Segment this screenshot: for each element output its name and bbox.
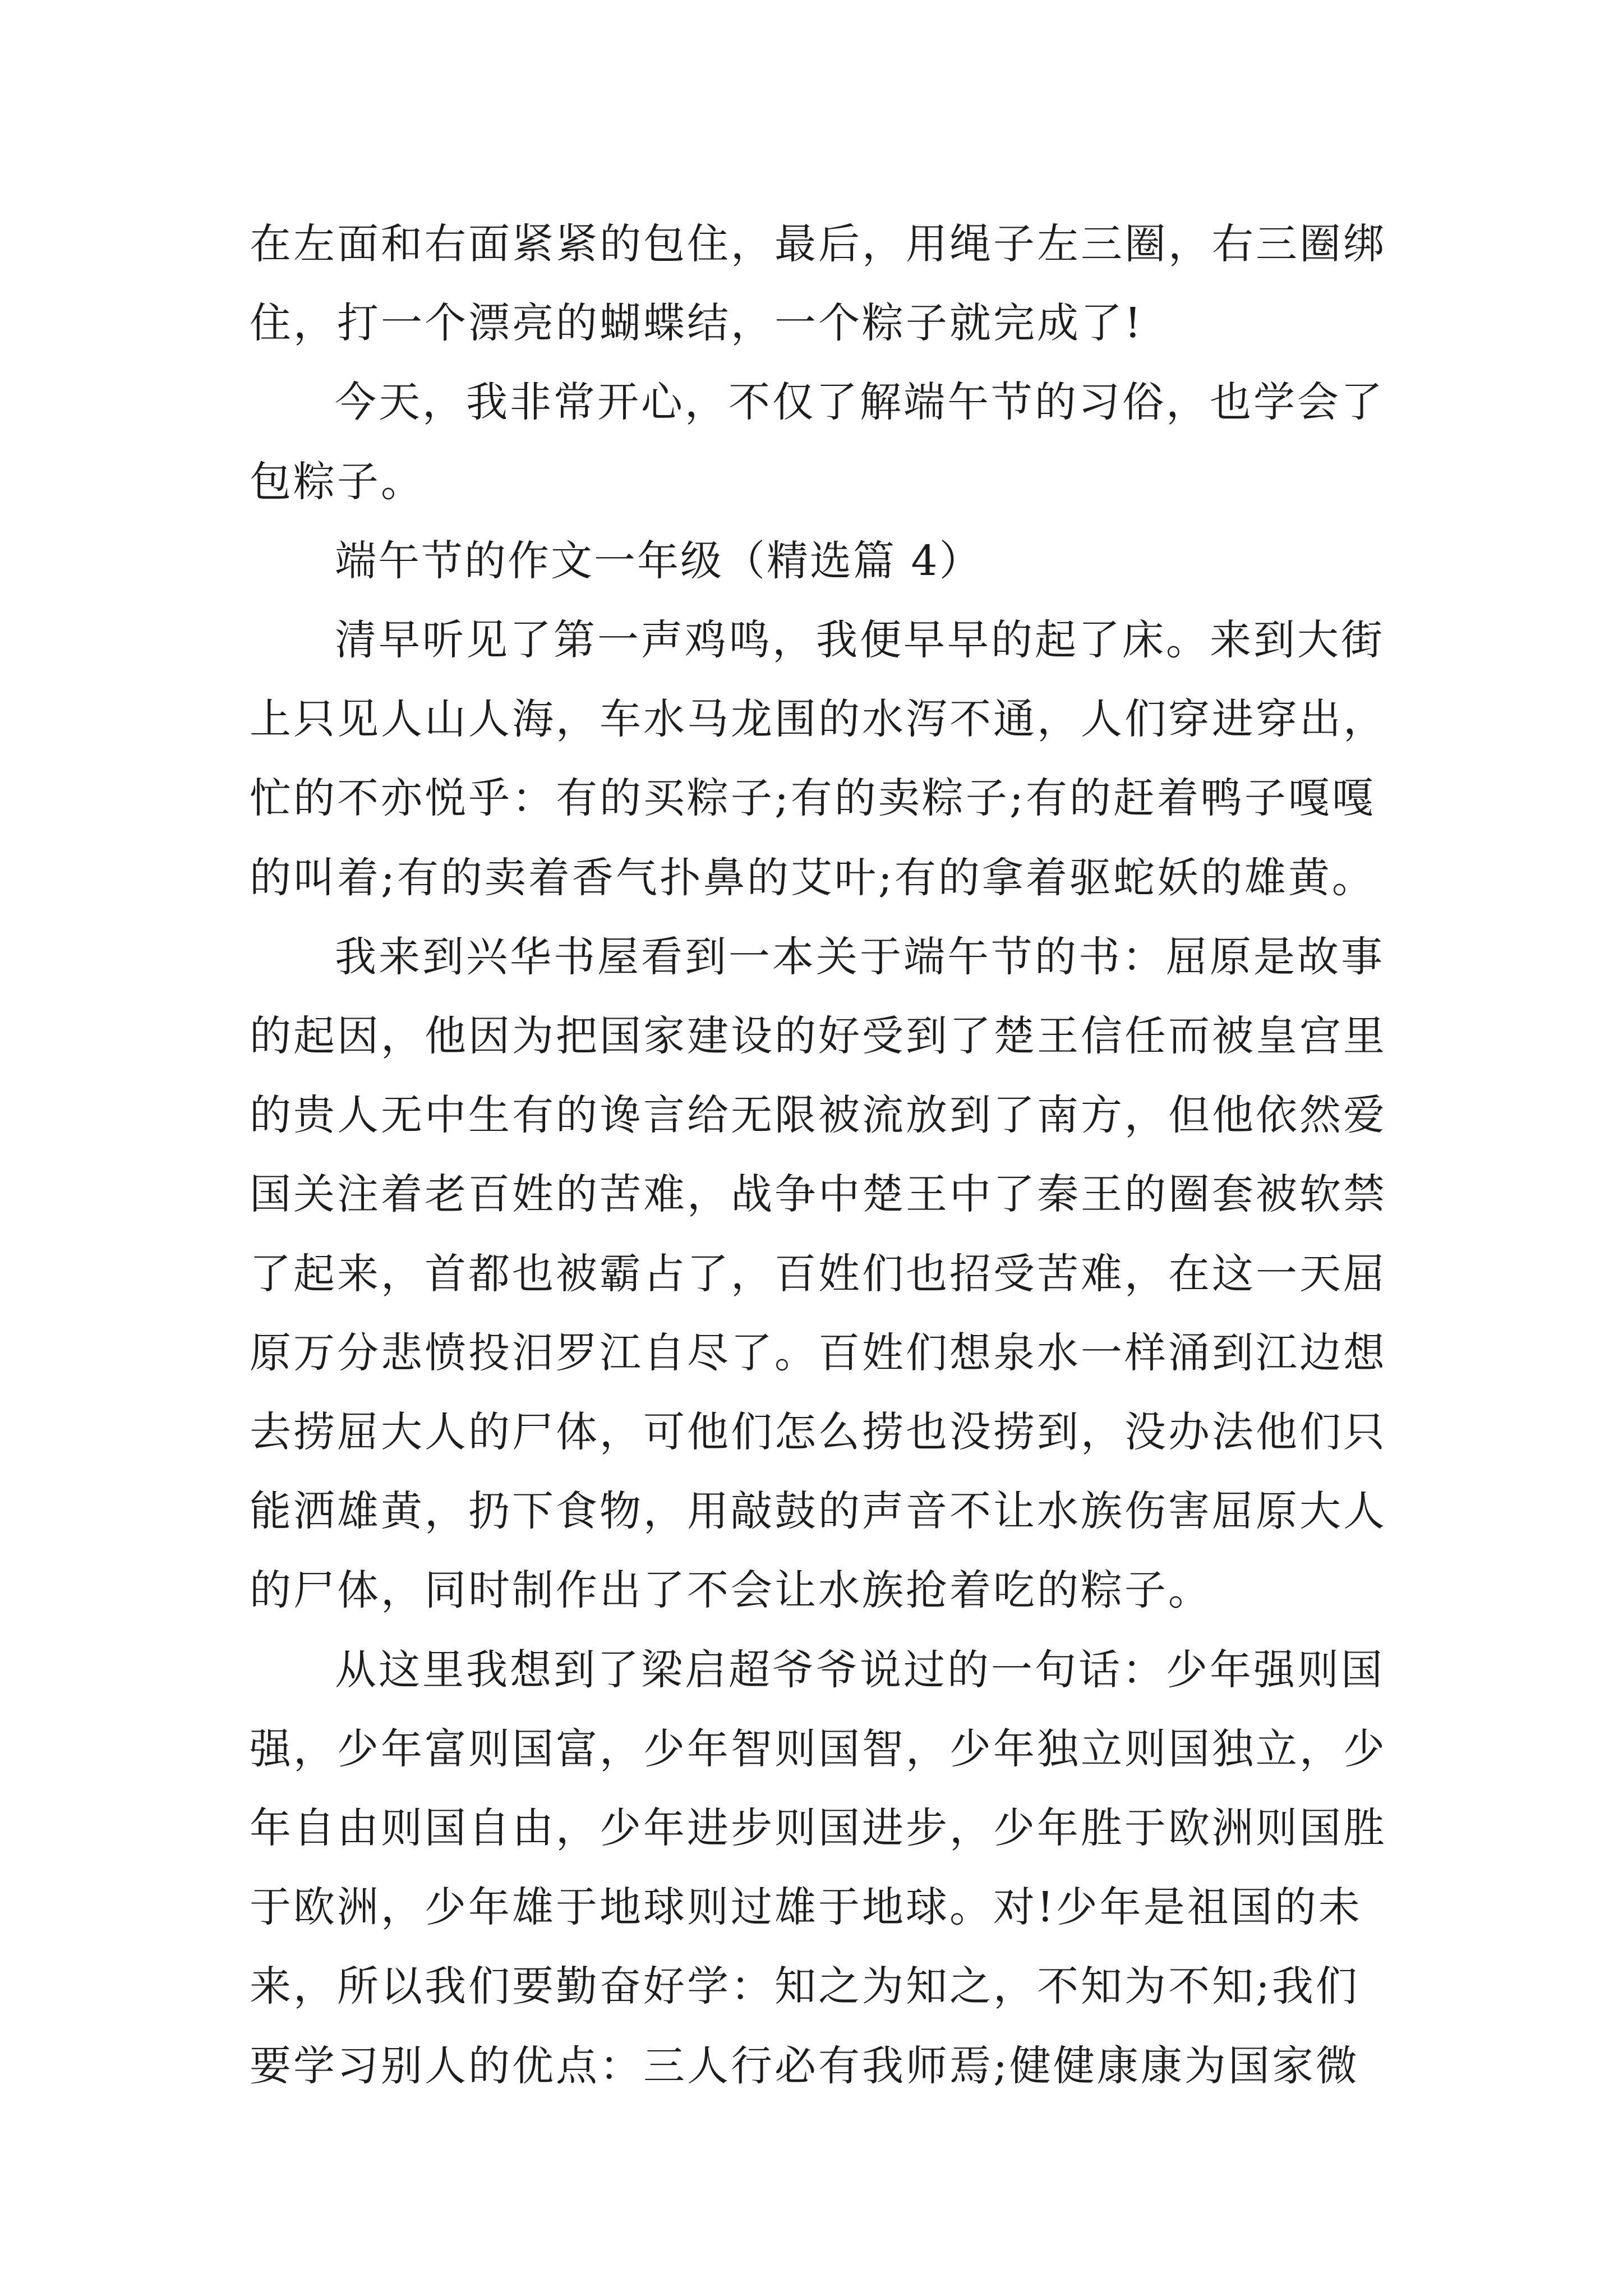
text-line: 包粽子。 bbox=[250, 457, 425, 506]
section-heading bbox=[250, 522, 1391, 601]
article-body bbox=[250, 205, 1391, 2106]
paragraph-continuation bbox=[250, 205, 1391, 363]
text-line: 的起因，他因为把国家建设的好受到了楚王信任而被皇宫里 bbox=[250, 1012, 1387, 1061]
text-line: 清早听见了第一声鸡鸣，我便早早的起了床。来到大街 bbox=[335, 616, 1385, 665]
text-line: 在左面和右面紧紧的包住，最后，用绳子左三圈，右三圈绑 bbox=[250, 220, 1387, 268]
text-line: 能洒雄黄，扔下食物，用敲鼓的声音不让水族伤害屈原大人 bbox=[250, 1487, 1387, 1536]
text-line: 了起来，首都也被霸占了，百姓们也招受苦难，在这一天屈 bbox=[250, 1249, 1387, 1298]
text-line: 要学习别人的优点：三人行必有我师焉;健健康康为国家微 bbox=[250, 2041, 1359, 2090]
paragraph bbox=[250, 601, 1391, 918]
text-line: 我来到兴华书屋看到一本关于端午节的书：屈原是故事 bbox=[335, 932, 1385, 981]
paragraph bbox=[250, 918, 1391, 1631]
heading-line: 端午节的作文一年级（精选篇 4） bbox=[335, 536, 983, 585]
text-line: 的贵人无中生有的谗言给无限被流放到了南方，但他依然爱 bbox=[250, 1091, 1387, 1140]
text-line: 原万分悲愤投汨罗江自尽了。百姓们想泉水一样涌到江边想 bbox=[250, 1328, 1387, 1377]
text-line: 国关注着老百姓的苦难，战争中楚王中了秦王的圈套被软禁 bbox=[250, 1170, 1387, 1219]
text-line: 住，打一个漂亮的蝴蝶结，一个粽子就完成了! bbox=[250, 299, 1144, 348]
text-line: 年自由则国自由，少年进步则国进步，少年胜于欧洲则国胜 bbox=[250, 1804, 1387, 1853]
text-line: 强，少年富则国富，少年智则国智，少年独立则国独立，少 bbox=[250, 1724, 1387, 1773]
text-line: 上只见人山人海，车水马龙围的水泻不通，人们穿进穿出， bbox=[250, 695, 1387, 744]
text-line: 于欧洲，少年雄于地球则过雄于地球。对!少年是祖国的未 bbox=[250, 1883, 1362, 1932]
text-line: 忙的不亦悦乎：有的买粽子;有的卖粽子;有的赶着鸭子嘎嘎 bbox=[250, 774, 1376, 823]
paragraph bbox=[250, 1631, 1391, 2106]
text-line: 去捞屈大人的尸体，可他们怎么捞也没捞到，没办法他们只 bbox=[250, 1408, 1387, 1457]
paragraph bbox=[250, 363, 1391, 521]
text-line: 的叫着;有的卖着香气扑鼻的艾叶;有的拿着驱蛇妖的雄黄。 bbox=[250, 853, 1376, 902]
text-line: 从这里我想到了梁启超爷爷说过的一句话：少年强则国 bbox=[335, 1645, 1385, 1694]
text-line: 的尸体，同时制作出了不会让水族抢着吃的粽子。 bbox=[250, 1566, 1212, 1615]
text-line: 今天，我非常开心，不仅了解端午节的习俗，也学会了 bbox=[335, 378, 1385, 427]
text-line: 来，所以我们要勤奋好学：知之为知之，不知为不知;我们 bbox=[250, 1962, 1359, 2011]
